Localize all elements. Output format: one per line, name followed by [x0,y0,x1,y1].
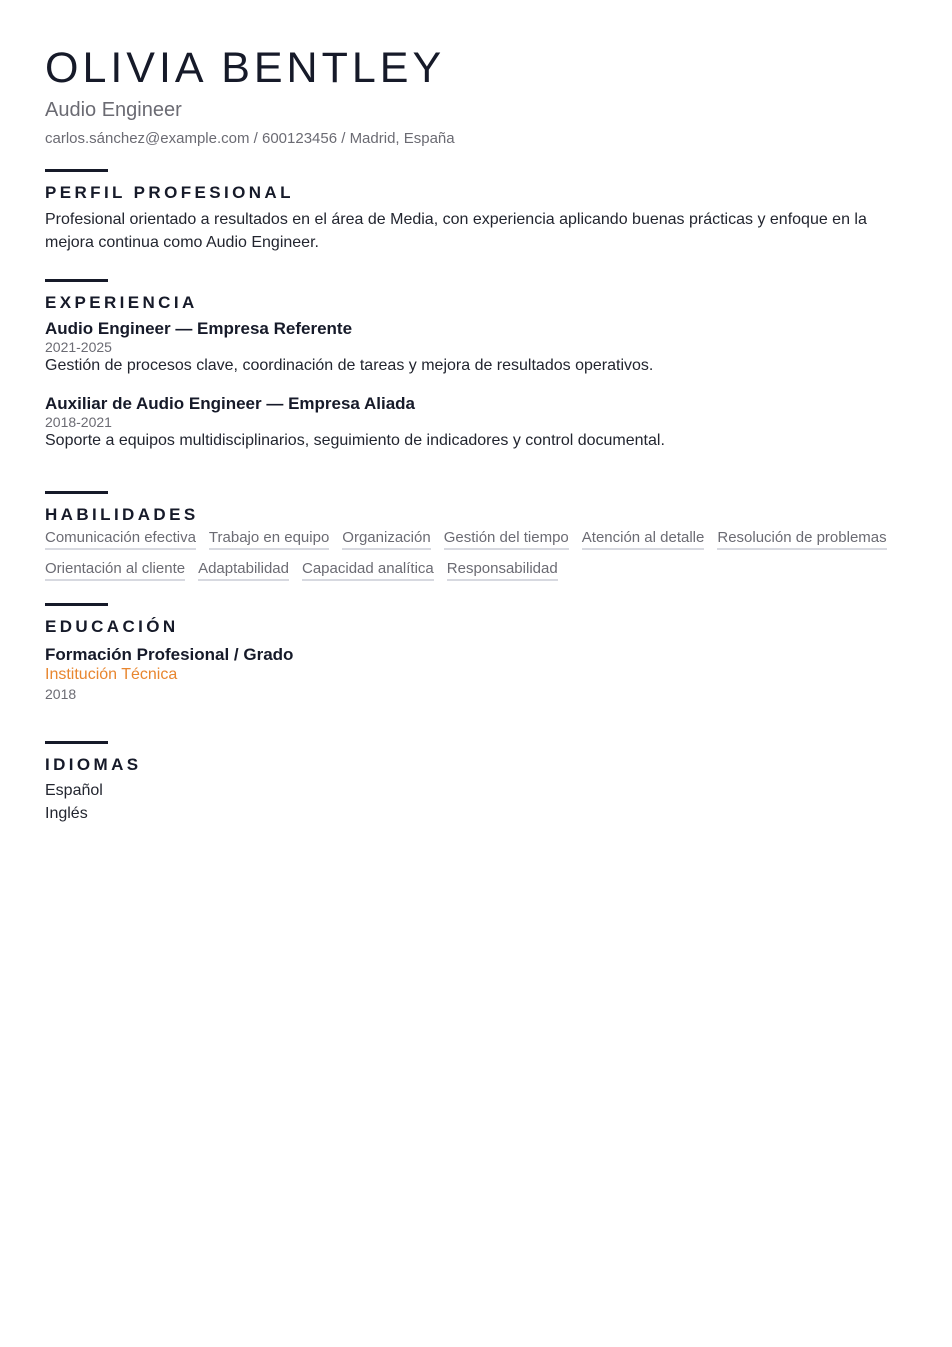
skill-tag: Organización [342,528,430,550]
candidate-role: Audio Engineer [45,99,182,121]
skill-tag: Comunicación efectiva [45,528,196,550]
skill-tag: Atención al detalle [582,528,705,550]
skill-tag: Resolución de problemas [717,528,886,550]
education-entry [45,644,908,704]
skill-tag: Orientación al cliente [45,559,185,581]
section-divider [45,279,108,282]
language-item: Español [45,782,103,799]
job-title: Auxiliar de Audio Engineer — Empresa Aliada [45,394,415,413]
experience-section [45,279,908,451]
education-section [45,603,908,704]
resume-header [45,0,908,149]
skill-tag: Gestión del tiempo [444,528,569,550]
education-year: 2018 [45,686,77,702]
skill-tag: Trabajo en equipo [209,528,329,550]
languages-list [45,779,908,825]
section-divider [45,741,108,744]
language-item: Inglés [45,805,88,822]
profile-section [45,169,908,254]
job-dates: 2021-2025 [45,339,112,355]
skills-title: HABILIDADES [45,505,199,524]
experience-title: EXPERIENCIA [45,293,198,312]
job-entry [45,393,908,451]
profile-text: Profesional orientado a resultados en el área de Media, con experiencia aplicando buenas prácticas y enfoque en la mejora continua como Audio Engineer. [45,211,867,251]
education-title: EDUCACIÓN [45,617,179,636]
section-divider [45,603,108,606]
skill-tag: Capacidad analítica [302,559,434,581]
job-entry [45,318,908,376]
skill-tag: Responsabilidad [447,559,558,581]
skills-section [45,491,908,581]
job-dates: 2018-2021 [45,414,112,430]
job-description: Soporte a equipos multidisciplinarios, seguimiento de indicadores y control documental. [45,432,665,449]
institution-name: Institución Técnica [45,666,178,683]
job-title: Audio Engineer — Empresa Referente [45,319,353,338]
languages-section [45,741,908,825]
profile-title: PERFIL PROFESIONAL [45,183,294,202]
contact-line: carlos.sánchez@example.com / 600123456 / Madrid, España [45,130,455,147]
languages-title: IDIOMAS [45,755,142,774]
skill-tag: Adaptabilidad [198,559,289,581]
job-description: Gestión de procesos clave, coordinación de tareas y mejora de resultados operativos. [45,357,654,374]
candidate-name: OLIVIA BENTLEY [45,44,446,92]
skills-list [45,528,908,581]
section-divider [45,491,108,494]
section-divider [45,169,108,172]
degree-title: Formación Profesional / Grado [45,645,294,664]
